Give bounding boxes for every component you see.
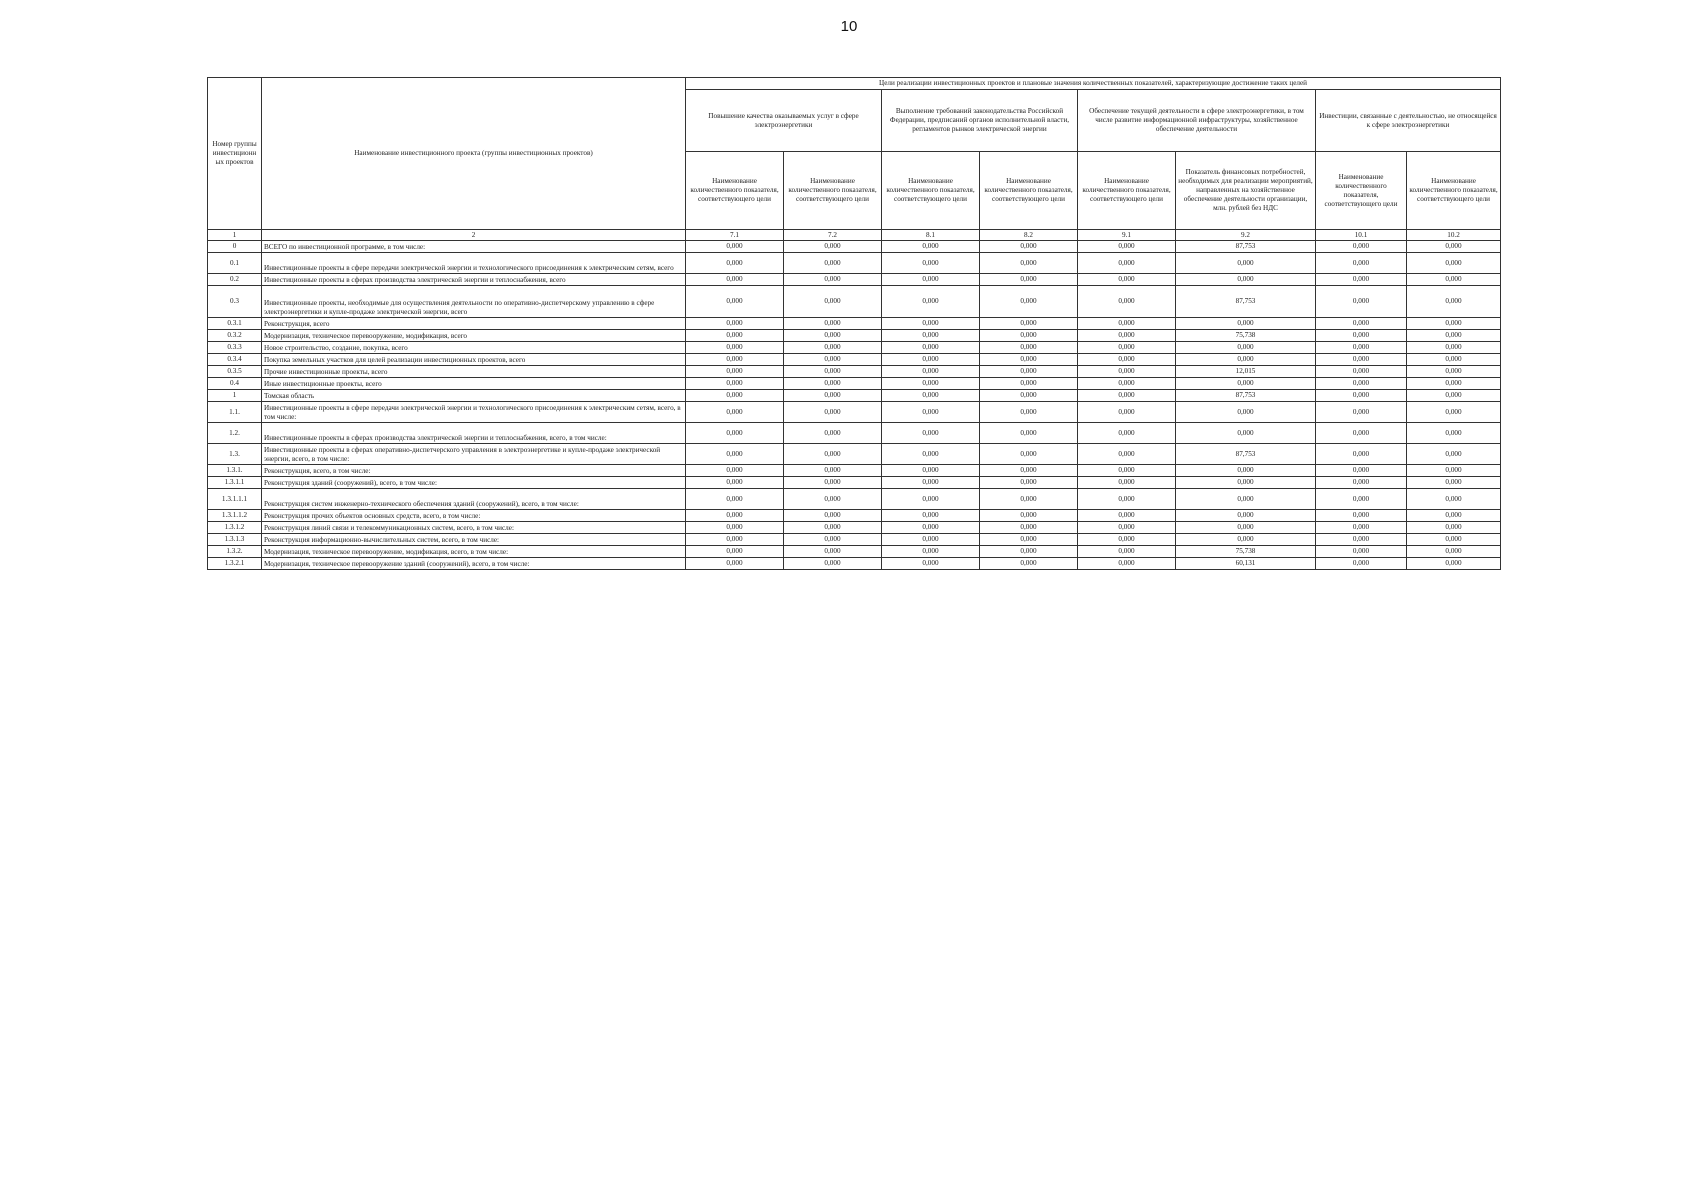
row-value: 0,000 (1407, 342, 1501, 354)
row-number: 0.1 (208, 253, 262, 274)
row-value: 0,000 (1078, 390, 1176, 402)
row-value: 0,000 (882, 489, 980, 510)
row-value: 0,000 (882, 534, 980, 546)
row-value: 0,000 (686, 546, 784, 558)
row-value: 75,738 (1176, 330, 1316, 342)
row-name: Прочие инвестиционные проекты, всего (262, 366, 686, 378)
row-value: 0,000 (1176, 534, 1316, 546)
table-row (208, 546, 1501, 558)
row-value: 0,000 (980, 477, 1078, 489)
row-value: 0,000 (980, 342, 1078, 354)
row-value: 0,000 (1407, 378, 1501, 390)
row-value: 0,000 (1407, 522, 1501, 534)
header-numbering-row (208, 230, 1501, 241)
table-row (208, 558, 1501, 570)
row-value: 0,000 (882, 510, 980, 522)
row-value: 0,000 (1176, 402, 1316, 423)
row-number: 1.3.1.2 (208, 522, 262, 534)
row-value: 0,000 (1176, 378, 1316, 390)
row-name: Иные инвестиционные проекты, всего (262, 378, 686, 390)
column-number: 10.2 (1407, 230, 1501, 241)
row-value: 0,000 (1078, 465, 1176, 477)
row-number: 1.3.1.1.2 (208, 510, 262, 522)
row-value: 0,000 (1407, 286, 1501, 318)
row-value: 0,000 (686, 444, 784, 465)
row-name: Реконструкция, всего (262, 318, 686, 330)
row-value: 0,000 (686, 558, 784, 570)
row-name: Инвестиционные проекты в сферах оперативно-диспетчерского управления в электроэнергетике и купле-продаже электрической энергии, всего, в том числе: (262, 444, 686, 465)
header-sub-indicator: Наименование количественного показателя, соответствующего цели (882, 152, 980, 230)
row-value: 0,000 (1176, 465, 1316, 477)
row-value: 0,000 (784, 342, 882, 354)
row-name: Модернизация, техническое перевооружение, модификация, всего (262, 330, 686, 342)
row-value: 0,000 (980, 522, 1078, 534)
row-value: 0,000 (980, 318, 1078, 330)
row-value: 0,000 (882, 241, 980, 253)
row-value: 0,000 (1316, 402, 1407, 423)
row-value: 0,000 (784, 378, 882, 390)
row-name: Реконструкция систем инженерно-технического обеспечения зданий (сооружений), всего, в том числе: (262, 489, 686, 510)
row-value: 0,000 (1078, 489, 1176, 510)
row-value: 0,000 (1316, 274, 1407, 286)
row-value: 0,000 (980, 444, 1078, 465)
row-number: 1.3.2. (208, 546, 262, 558)
row-value: 0,000 (1316, 366, 1407, 378)
row-value: 0,000 (1176, 354, 1316, 366)
row-value: 0,000 (980, 390, 1078, 402)
row-value: 0,000 (882, 402, 980, 423)
row-value: 0,000 (1176, 423, 1316, 444)
row-name: Модернизация, техническое перевооружение зданий (сооружений), всего, в том числе: (262, 558, 686, 570)
row-value: 0,000 (784, 465, 882, 477)
row-value: 0,000 (686, 423, 784, 444)
row-name: Инвестиционные проекты в сферах производства электрической энергии и теплоснабжения, всего, в том числе: (262, 423, 686, 444)
row-number: 0.3.1 (208, 318, 262, 330)
row-value: 0,000 (882, 253, 980, 274)
row-value: 0,000 (1316, 489, 1407, 510)
row-value: 0,000 (1078, 330, 1176, 342)
header-sub-indicator: Наименование количественного показателя, соответствующего цели (1078, 152, 1176, 230)
row-value: 0,000 (686, 402, 784, 423)
header-sub-indicator: Наименование количественного показателя, соответствующего цели (980, 152, 1078, 230)
table-row (208, 444, 1501, 465)
row-value: 0,000 (784, 489, 882, 510)
row-value: 0,000 (784, 390, 882, 402)
row-value: 0,000 (784, 253, 882, 274)
row-value: 0,000 (1316, 558, 1407, 570)
row-value: 0,000 (1316, 378, 1407, 390)
row-value: 0,000 (1078, 402, 1176, 423)
row-value: 0,000 (980, 274, 1078, 286)
row-value: 0,000 (686, 318, 784, 330)
row-value: 0,000 (686, 354, 784, 366)
row-value: 0,000 (1316, 546, 1407, 558)
row-value: 0,000 (686, 465, 784, 477)
row-number: 1.3.2.1 (208, 558, 262, 570)
row-name: Инвестиционные проекты, необходимые для осуществления деятельности по оперативно-диспетчерскому управлению в сфере электроэнергетики и купле-продаже электрической энергии, всего (262, 286, 686, 318)
row-value: 0,000 (1078, 286, 1176, 318)
row-name: Покупка земельных участков для целей реализации инвестиционных проектов, всего (262, 354, 686, 366)
row-value: 0,000 (784, 366, 882, 378)
row-value: 87,753 (1176, 390, 1316, 402)
row-value: 0,000 (882, 546, 980, 558)
row-value: 0,000 (784, 444, 882, 465)
row-value: 0,000 (1316, 253, 1407, 274)
table-row (208, 477, 1501, 489)
row-value: 0,000 (1078, 342, 1176, 354)
header-sub-financial: Показатель финансовых потребностей, необходимых для реализации мероприятий, направленных на хозяйственное обеспечение деятельности организации, млн. рублей без НДС (1176, 152, 1316, 230)
row-value: 0,000 (1078, 253, 1176, 274)
table-row (208, 489, 1501, 510)
row-value: 0,000 (980, 534, 1078, 546)
row-value: 0,000 (1316, 423, 1407, 444)
row-value: 0,000 (980, 241, 1078, 253)
row-name: Реконструкция прочих объектов основных средств, всего, в том числе: (262, 510, 686, 522)
row-value: 0,000 (784, 402, 882, 423)
row-value: 0,000 (1078, 318, 1176, 330)
row-value: 0,000 (1407, 546, 1501, 558)
row-value: 0,000 (784, 318, 882, 330)
row-value: 0,000 (1407, 510, 1501, 522)
table-row (208, 390, 1501, 402)
row-value: 0,000 (1316, 354, 1407, 366)
row-value: 0,000 (1407, 444, 1501, 465)
table-row (208, 342, 1501, 354)
table-row (208, 378, 1501, 390)
row-value: 0,000 (1078, 354, 1176, 366)
row-value: 0,000 (1176, 510, 1316, 522)
row-value: 0,000 (1176, 342, 1316, 354)
row-value: 0,000 (1407, 253, 1501, 274)
row-value: 0,000 (882, 465, 980, 477)
row-value: 0,000 (1407, 534, 1501, 546)
row-value: 0,000 (882, 330, 980, 342)
row-value: 0,000 (1407, 274, 1501, 286)
row-value: 0,000 (784, 546, 882, 558)
row-value: 0,000 (1316, 522, 1407, 534)
table-row (208, 253, 1501, 274)
row-name: Инвестиционные проекты в сфере передачи электрической энергии и технологического присоединения к электрическим сетям, всего, в том числе: (262, 402, 686, 423)
row-value: 0,000 (1176, 318, 1316, 330)
row-value: 0,000 (784, 534, 882, 546)
row-number: 1.3. (208, 444, 262, 465)
row-value: 0,000 (1078, 241, 1176, 253)
table-row (208, 465, 1501, 477)
table-row (208, 330, 1501, 342)
row-value: 0,000 (1407, 330, 1501, 342)
row-number: 0.3 (208, 286, 262, 318)
row-value: 0,000 (1176, 274, 1316, 286)
row-value: 0,000 (980, 465, 1078, 477)
row-value: 0,000 (882, 378, 980, 390)
row-value: 0,000 (784, 510, 882, 522)
row-value: 0,000 (882, 444, 980, 465)
row-value: 0,000 (686, 510, 784, 522)
row-value: 0,000 (784, 477, 882, 489)
row-value: 0,000 (980, 286, 1078, 318)
row-value: 0,000 (1407, 465, 1501, 477)
table-row (208, 286, 1501, 318)
row-value: 0,000 (1316, 465, 1407, 477)
row-value: 0,000 (686, 390, 784, 402)
row-value: 0,000 (1176, 489, 1316, 510)
row-value: 0,000 (1316, 444, 1407, 465)
column-number: 7.1 (686, 230, 784, 241)
table-row (208, 534, 1501, 546)
row-value: 0,000 (980, 558, 1078, 570)
row-number: 0.2 (208, 274, 262, 286)
row-value: 0,000 (1407, 354, 1501, 366)
row-value: 0,000 (980, 354, 1078, 366)
table-row (208, 274, 1501, 286)
row-number: 1.2. (208, 423, 262, 444)
row-value: 0,000 (784, 522, 882, 534)
row-number: 1.3.1. (208, 465, 262, 477)
row-value: 0,000 (1176, 477, 1316, 489)
row-value: 0,000 (882, 354, 980, 366)
header-group-current-activity: Обеспечение текущей деятельности в сфере электроэнергетики, в том числе развитие информационной инфраструктуры, хозяйственное обеспечение деятельности (1078, 90, 1316, 152)
row-value: 0,000 (1176, 253, 1316, 274)
column-number: 9.2 (1176, 230, 1316, 241)
header-group-legislation: Выполнение требований законодательства Российской Федерации, предписаний органов исполнительной власти, регламентов рынков электрической энергии (882, 90, 1078, 152)
row-value: 0,000 (1407, 558, 1501, 570)
row-value: 0,000 (1316, 390, 1407, 402)
row-value: 0,000 (882, 274, 980, 286)
row-value: 0,000 (980, 546, 1078, 558)
column-number: 2 (262, 230, 686, 241)
investment-indicators-table (207, 77, 1501, 570)
row-name: Реконструкция, всего, в том числе: (262, 465, 686, 477)
row-value: 60,131 (1176, 558, 1316, 570)
table-row (208, 241, 1501, 253)
row-value: 0,000 (1316, 510, 1407, 522)
row-value: 0,000 (784, 241, 882, 253)
row-name: Инвестиционные проекты в сфере передачи электрической энергии и технологического присоединения к электрическим сетям, всего (262, 253, 686, 274)
row-value: 0,000 (882, 423, 980, 444)
row-value: 0,000 (1316, 477, 1407, 489)
row-value: 0,000 (1316, 318, 1407, 330)
row-value: 0,000 (784, 558, 882, 570)
column-number: 9.1 (1078, 230, 1176, 241)
row-value: 0,000 (1078, 522, 1176, 534)
row-value: 0,000 (686, 489, 784, 510)
row-value: 0,000 (686, 522, 784, 534)
row-name: Томская область (262, 390, 686, 402)
row-number: 0.3.3 (208, 342, 262, 354)
row-name: Модернизация, техническое перевооружение, модификация, всего, в том числе: (262, 546, 686, 558)
row-name: Новое строительство, создание, покупка, всего (262, 342, 686, 354)
row-value: 0,000 (882, 318, 980, 330)
row-name: Реконструкция зданий (сооружений), всего, в том числе: (262, 477, 686, 489)
row-number: 0.4 (208, 378, 262, 390)
header-group-number: Номер группы инвестиционн ых проектов (208, 78, 262, 230)
row-value: 0,000 (1407, 241, 1501, 253)
table-row (208, 423, 1501, 444)
row-value: 0,000 (1176, 522, 1316, 534)
row-number: 1.3.1.1.1 (208, 489, 262, 510)
table-row (208, 354, 1501, 366)
row-value: 0,000 (1078, 378, 1176, 390)
row-number: 0.3.2 (208, 330, 262, 342)
row-value: 0,000 (1078, 546, 1176, 558)
row-value: 0,000 (784, 330, 882, 342)
header-sub-indicator: Наименование количественного показателя, соответствующего цели (1316, 152, 1407, 230)
row-value: 0,000 (882, 342, 980, 354)
row-value: 0,000 (1407, 423, 1501, 444)
row-value: 0,000 (686, 534, 784, 546)
row-value: 0,000 (1078, 274, 1176, 286)
row-value: 0,000 (882, 390, 980, 402)
row-value: 0,000 (1078, 444, 1176, 465)
header-sub-indicator: Наименование количественного показателя, соответствующего цели (1407, 152, 1501, 230)
column-number: 8.2 (980, 230, 1078, 241)
row-value: 0,000 (980, 330, 1078, 342)
row-value: 0,000 (1316, 241, 1407, 253)
row-value: 0,000 (686, 378, 784, 390)
row-value: 0,000 (686, 330, 784, 342)
row-value: 0,000 (1078, 477, 1176, 489)
row-name: Инвестиционные проекты в сферах производства электрической энергии и теплоснабжения, всего (262, 274, 686, 286)
row-value: 0,000 (1316, 330, 1407, 342)
row-value: 0,000 (784, 274, 882, 286)
row-value: 0,000 (980, 378, 1078, 390)
column-number: 1 (208, 230, 262, 241)
header-sub-indicator: Наименование количественного показателя, соответствующего цели (686, 152, 784, 230)
row-value: 0,000 (1078, 366, 1176, 378)
row-value: 0,000 (882, 558, 980, 570)
row-value: 0,000 (1407, 477, 1501, 489)
row-number: 1 (208, 390, 262, 402)
header-goals-title: Цели реализации инвестиционных проектов и плановые значения количественных показателей, характеризующие достижение таких целей (686, 78, 1501, 90)
column-number: 10.1 (1316, 230, 1407, 241)
row-number: 1.1. (208, 402, 262, 423)
row-value: 0,000 (1407, 366, 1501, 378)
row-value: 87,753 (1176, 286, 1316, 318)
row-value: 0,000 (882, 522, 980, 534)
row-number: 0.3.4 (208, 354, 262, 366)
table-row (208, 366, 1501, 378)
header-group-non-energy: Инвестиции, связанные с деятельностью, не относящейся к сфере электроэнергетики (1316, 90, 1501, 152)
header-group-quality: Повышение качества оказываемых услуг в сфере электроэнергетики (686, 90, 882, 152)
row-value: 0,000 (1407, 390, 1501, 402)
row-value: 0,000 (686, 274, 784, 286)
row-value: 0,000 (686, 366, 784, 378)
header-sub-indicator: Наименование количественного показателя, соответствующего цели (784, 152, 882, 230)
row-value: 0,000 (1316, 534, 1407, 546)
row-value: 0,000 (1078, 423, 1176, 444)
row-name: ВСЕГО по инвестиционной программе, в том числе: (262, 241, 686, 253)
page-number: 10 (840, 18, 858, 35)
row-value: 0,000 (686, 241, 784, 253)
table-row (208, 318, 1501, 330)
column-number: 7.2 (784, 230, 882, 241)
row-value: 0,000 (1078, 558, 1176, 570)
header-project-name: Наименование инвестиционного проекта (группы инвестиционных проектов) (262, 78, 686, 230)
row-value: 0,000 (1407, 402, 1501, 423)
row-value: 0,000 (980, 489, 1078, 510)
row-name: Реконструкция линий связи и телекоммуникационных систем, всего, в том числе: (262, 522, 686, 534)
row-value: 0,000 (1078, 510, 1176, 522)
row-value: 12,015 (1176, 366, 1316, 378)
row-value: 0,000 (1078, 534, 1176, 546)
row-value: 0,000 (980, 253, 1078, 274)
row-value: 0,000 (980, 510, 1078, 522)
column-number: 8.1 (882, 230, 980, 241)
row-number: 1.3.1.3 (208, 534, 262, 546)
row-value: 0,000 (1407, 489, 1501, 510)
row-value: 0,000 (686, 342, 784, 354)
row-value: 0,000 (980, 402, 1078, 423)
row-value: 87,753 (1176, 241, 1316, 253)
row-value: 87,753 (1176, 444, 1316, 465)
row-value: 75,738 (1176, 546, 1316, 558)
row-value: 0,000 (1407, 318, 1501, 330)
table-row (208, 402, 1501, 423)
row-value: 0,000 (1316, 342, 1407, 354)
row-value: 0,000 (980, 423, 1078, 444)
row-value: 0,000 (686, 286, 784, 318)
row-number: 1.3.1.1 (208, 477, 262, 489)
row-value: 0,000 (882, 366, 980, 378)
table-row (208, 510, 1501, 522)
row-value: 0,000 (686, 477, 784, 489)
row-value: 0,000 (784, 286, 882, 318)
table-row (208, 522, 1501, 534)
row-value: 0,000 (784, 423, 882, 444)
row-name: Реконструкция информационно-вычислительных систем, всего, в том числе: (262, 534, 686, 546)
row-number: 0 (208, 241, 262, 253)
row-value: 0,000 (882, 286, 980, 318)
row-number: 0.3.5 (208, 366, 262, 378)
row-value: 0,000 (1316, 286, 1407, 318)
row-value: 0,000 (882, 477, 980, 489)
row-value: 0,000 (980, 366, 1078, 378)
row-value: 0,000 (686, 253, 784, 274)
row-value: 0,000 (784, 354, 882, 366)
